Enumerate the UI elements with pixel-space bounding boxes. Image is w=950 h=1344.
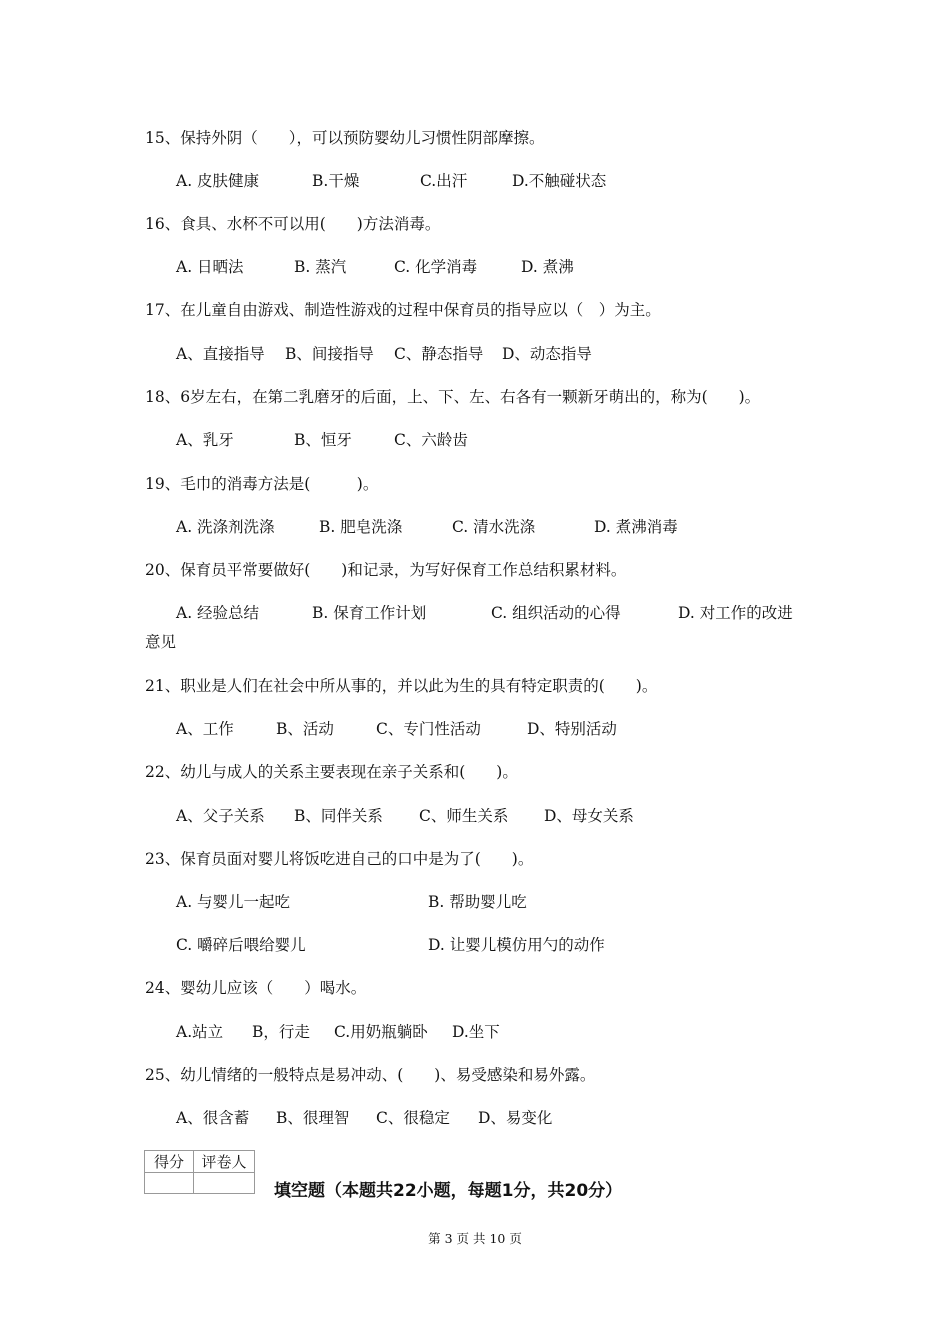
option-b: B、间接指导 bbox=[285, 345, 374, 363]
option-a: A. 与婴儿一起吃 bbox=[176, 893, 291, 911]
option-b: B、同伴关系 bbox=[294, 807, 383, 825]
question-19: 19、毛巾的消毒方法是( )。 bbox=[145, 475, 379, 493]
option-b: B. 帮助婴儿吃 bbox=[428, 893, 527, 911]
question-23: 23、保育员面对婴儿将饭吃进自己的口中是为了( )。 bbox=[145, 850, 534, 868]
option-c: C.用奶瓶躺卧 bbox=[334, 1023, 428, 1041]
option-d: D、动态指导 bbox=[502, 345, 592, 363]
option-d: D.坐下 bbox=[452, 1023, 500, 1041]
option-a: A. 洗涤剂洗涤 bbox=[176, 518, 275, 536]
option-wrap: 意见 bbox=[145, 633, 177, 651]
option-a: A、父子关系 bbox=[176, 807, 265, 825]
option-c: C、静态指导 bbox=[394, 345, 484, 363]
option-c: C. 嚼碎后喂给婴儿 bbox=[176, 936, 306, 954]
question-16: 16、食具、水杯不可以用( )方法消毒。 bbox=[145, 215, 441, 233]
option-b: B. 蒸汽 bbox=[294, 258, 347, 276]
option-c: C. 化学消毒 bbox=[394, 258, 478, 276]
question-24: 24、婴幼儿应该（ ）喝水。 bbox=[145, 979, 367, 997]
option-d: D. 煮沸消毒 bbox=[594, 518, 678, 536]
option-a: A. 日晒法 bbox=[176, 258, 244, 276]
option-d: D、母女关系 bbox=[544, 807, 634, 825]
option-c: C、六龄齿 bbox=[394, 431, 468, 449]
option-b: B. 保育工作计划 bbox=[312, 604, 427, 622]
option-a: A. 经验总结 bbox=[176, 604, 260, 622]
score-header: 得分 bbox=[145, 1151, 194, 1173]
question-15: 15、保持外阴（ ），可以预防婴幼儿习惯性阴部摩擦。 bbox=[145, 129, 545, 147]
option-d: D. 对工作的改进 bbox=[678, 604, 793, 622]
page-footer: 第 3 页 共 10 页 bbox=[428, 1231, 522, 1246]
question-25: 25、幼儿情绪的一般特点是易冲动、( )、易受感染和易外露。 bbox=[145, 1066, 596, 1084]
question-17: 17、在儿童自由游戏、制造性游戏的过程中保育员的指导应以（ ）为主。 bbox=[145, 301, 661, 319]
score-cell[interactable] bbox=[145, 1173, 194, 1194]
question-22: 22、幼儿与成人的关系主要表现在亲子关系和( )。 bbox=[145, 763, 518, 781]
section-title: 填空题（本题共22小题，每题1分，共20分） bbox=[274, 1181, 623, 1201]
option-a: A、直接指导 bbox=[176, 345, 265, 363]
option-c: C. 清水洗涤 bbox=[452, 518, 536, 536]
option-b: B，行走 bbox=[252, 1023, 310, 1041]
option-a: A、乳牙 bbox=[176, 431, 234, 449]
option-c: C、专门性活动 bbox=[376, 720, 481, 738]
option-a: A.站立 bbox=[176, 1023, 224, 1041]
grader-header: 评卷人 bbox=[194, 1151, 255, 1173]
option-c: C.出汗 bbox=[420, 172, 468, 190]
question-18: 18、6岁左右，在第二乳磨牙的后面，上、下、左、右各有一颗新牙萌出的，称为( )。 bbox=[145, 388, 761, 406]
option-a: A. 皮肤健康 bbox=[176, 172, 260, 190]
question-21: 21、职业是人们在社会中所从事的，并以此为生的具有特定职责的( )。 bbox=[145, 677, 658, 695]
option-c: C、很稳定 bbox=[376, 1109, 450, 1127]
option-d: D、特别活动 bbox=[527, 720, 617, 738]
option-d: D. 煮沸 bbox=[521, 258, 574, 276]
option-d: D、易变化 bbox=[478, 1109, 553, 1127]
option-b: B.干燥 bbox=[312, 172, 360, 190]
option-b: B、恒牙 bbox=[294, 431, 352, 449]
option-a: A、工作 bbox=[176, 720, 234, 738]
option-c: C、师生关系 bbox=[419, 807, 509, 825]
option-b: B、活动 bbox=[276, 720, 334, 738]
score-table bbox=[144, 1150, 255, 1194]
option-b: B. 肥皂洗涤 bbox=[319, 518, 403, 536]
option-a: A、很含蓄 bbox=[176, 1109, 250, 1127]
grader-cell[interactable] bbox=[194, 1173, 255, 1194]
option-c: C. 组织活动的心得 bbox=[491, 604, 621, 622]
option-d: D.不触碰状态 bbox=[512, 172, 607, 190]
option-b: B、很理智 bbox=[276, 1109, 350, 1127]
question-20: 20、保育员平常要做好( )和记录，为写好保育工作总结积累材料。 bbox=[145, 561, 627, 579]
option-d: D. 让婴儿模仿用勺的动作 bbox=[428, 936, 605, 954]
